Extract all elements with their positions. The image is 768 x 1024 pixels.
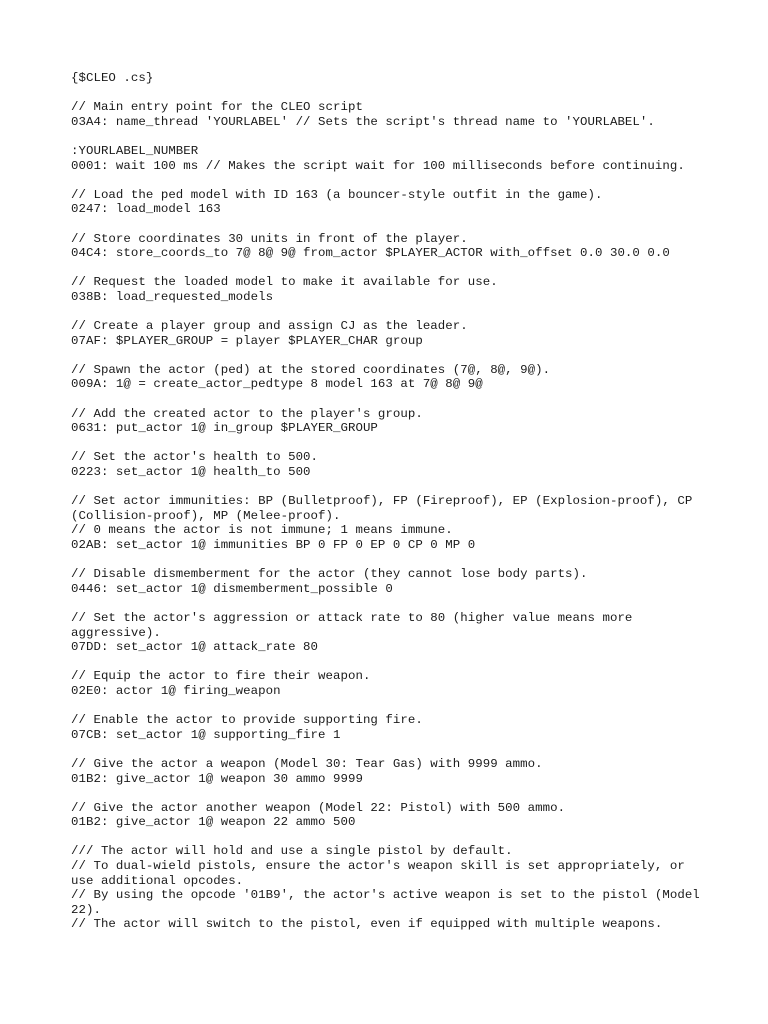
code-line: {$CLEO .cs}: [71, 71, 154, 85]
code-block: [71, 100, 711, 129]
code-line: // Set the actor's aggression or attack rate to 80 (higher value means more aggressive).: [71, 610, 640, 640]
code-block: [71, 494, 711, 552]
code-line: 07DD: set_actor 1@ attack_rate 80: [71, 640, 319, 655]
code-line: 0631: put_actor 1@ in_group $PLAYER_GROUP: [71, 421, 378, 436]
code-line: // Set actor immunities: BP (Bulletproof), FP (Fireproof), EP (Explosion-proof), CP (Collision-proof), MP (Melee-proof).: [71, 494, 700, 523]
code-block: [71, 71, 711, 86]
code-block: [71, 611, 711, 655]
code-line: 0247: load_model 163: [71, 202, 221, 217]
code-line: // Main entry point for the CLEO script: [71, 100, 363, 115]
code-block: [71, 757, 711, 786]
code-line: 0446: set_actor 1@ dismemberment_possible 0: [71, 581, 393, 596]
code-block: [71, 713, 711, 742]
code-block: [71, 450, 711, 479]
code-line: // Disable dismemberment for the actor (they cannot lose body parts).: [71, 567, 588, 582]
code-block: [71, 669, 711, 698]
code-block: [71, 275, 711, 304]
code-line: 03A4: name_thread 'YOURLABEL' // Sets the script's thread name to 'YOURLABEL'.: [71, 114, 655, 129]
code-line: // Give the actor a weapon (Model 30: Tear Gas) with 9999 ammo.: [71, 756, 543, 771]
code-line: // Store coordinates 30 units in front of the player.: [71, 231, 468, 246]
code-line: 038B: load_requested_models: [71, 289, 274, 304]
code-block: [71, 144, 711, 173]
code-block: [71, 232, 711, 261]
code-line: 009A: 1@ = create_actor_pedtype 8 model 163 at 7@ 8@ 9@: [71, 377, 483, 392]
code-line: // Give the actor another weapon (Model 22: Pistol) with 500 ammo.: [71, 800, 566, 815]
code-line: :YOURLABEL_NUMBER: [71, 143, 199, 158]
code-block: [71, 319, 711, 348]
code-line: 02E0: actor 1@ firing_weapon: [71, 683, 281, 698]
code-line: 02AB: set_actor 1@ immunities BP 0 FP 0 EP 0 CP 0 MP 0: [71, 538, 476, 552]
code-line: 07CB: set_actor 1@ supporting_fire 1: [71, 727, 341, 742]
code-line: /// The actor will hold and use a single pistol by default.: [71, 844, 513, 859]
code-block: [71, 801, 711, 830]
code-line: // Set the actor's health to 500.: [71, 450, 319, 465]
code-line: 0001: wait 100 ms // Makes the script wait for 100 milliseconds before continuing.: [71, 158, 685, 173]
code-line: 07AF: $PLAYER_GROUP = player $PLAYER_CHAR group: [71, 333, 423, 348]
code-line: // Enable the actor to provide supporting fire.: [71, 713, 423, 728]
code-line: // Load the ped model with ID 163 (a bouncer-style outfit in the game).: [71, 187, 603, 202]
code-line: 04C4: store_coords_to 7@ 8@ 9@ from_actor $PLAYER_ACTOR with_offset 0.0 30.0 0.0: [71, 246, 670, 261]
code-line: 01B2: give_actor 1@ weapon 30 ammo 9999: [71, 771, 363, 786]
code-line: // Equip the actor to fire their weapon.: [71, 669, 371, 684]
code-block: [71, 188, 711, 217]
code-line: // The actor will switch to the pistol, even if equipped with multiple weapons.: [71, 917, 663, 932]
code-line: // 0 means the actor is not immune; 1 means immune.: [71, 523, 453, 538]
code-line: // Add the created actor to the player's group.: [71, 406, 423, 421]
script-document: [71, 71, 711, 947]
code-block: [71, 844, 711, 932]
code-line: // Spawn the actor (ped) at the stored coordinates (7@, 8@, 9@).: [71, 362, 551, 377]
code-line: // Create a player group and assign CJ as the leader.: [71, 319, 468, 334]
code-block: [71, 407, 711, 436]
code-line: // Request the loaded model to make it available for use.: [71, 275, 498, 290]
code-line: 01B2: give_actor 1@ weapon 22 ammo 500: [71, 815, 356, 830]
code-line: // By using the opcode '01B9', the actor's active weapon is set to the pistol (Model 22).: [71, 888, 708, 917]
code-line: 0223: set_actor 1@ health_to 500: [71, 465, 311, 480]
code-block: [71, 567, 711, 596]
code-block: [71, 363, 711, 392]
code-line: // To dual-wield pistols, ensure the actor's weapon skill is set appropriately, or use additional opcodes.: [71, 859, 693, 888]
